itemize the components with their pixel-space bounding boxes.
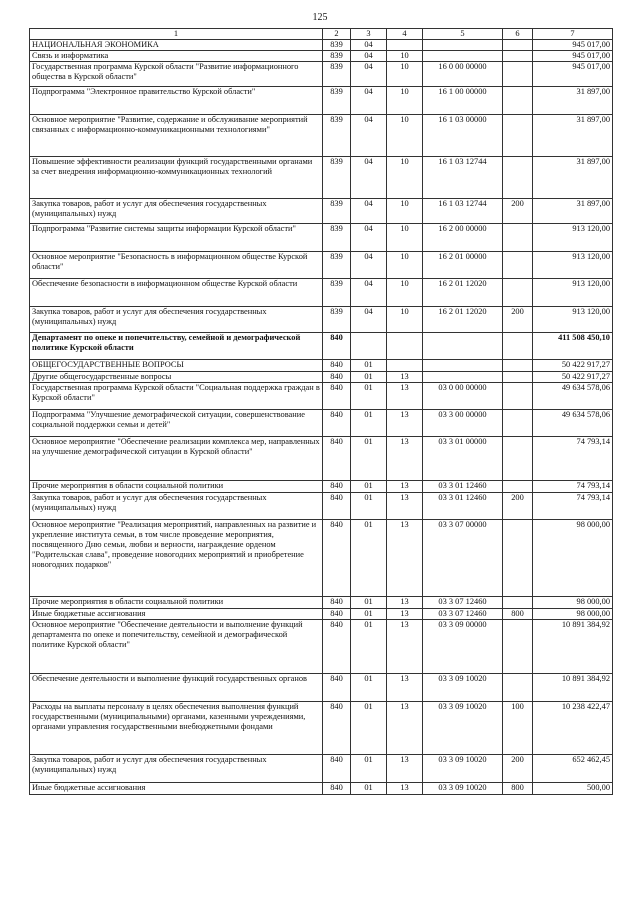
amount-cell: 98 000,00 <box>533 609 613 620</box>
item-name-cell: Основное мероприятие "Обеспечение деятельности и выполнение функций департамента по опеке и попечительству, семейной и демографической политике Курской области" <box>30 620 323 674</box>
item-name-cell: Основное мероприятие "Безопасность в информационном обществе Курской области" <box>30 252 323 279</box>
target-article-cell <box>423 51 503 62</box>
expense-type-cell <box>503 520 533 597</box>
target-article-cell <box>423 333 503 360</box>
budget-table <box>29 28 613 795</box>
subsection-cell: 10 <box>387 157 423 199</box>
expense-type-cell <box>503 252 533 279</box>
amount-cell: 50 422 917,27 <box>533 360 613 372</box>
department-code-cell: 840 <box>323 609 351 620</box>
target-article-cell: 03 3 07 12460 <box>423 609 503 620</box>
section-cell: 01 <box>351 702 387 755</box>
amount-cell: 98 000,00 <box>533 597 613 609</box>
department-code-cell: 839 <box>323 199 351 224</box>
target-article-cell: 03 3 09 10020 <box>423 783 503 795</box>
table-row <box>30 279 613 307</box>
table-row <box>30 199 613 224</box>
section-cell: 04 <box>351 199 387 224</box>
target-article-cell: 16 1 03 12744 <box>423 157 503 199</box>
department-code-cell: 839 <box>323 224 351 252</box>
item-name-cell: Подпрограмма "Электронное правительство Курской области" <box>30 87 323 115</box>
item-name-cell: Обеспечение деятельности и выполнение функций государственных органов <box>30 674 323 702</box>
expense-type-cell: 100 <box>503 702 533 755</box>
target-article-cell: 03 3 09 10020 <box>423 702 503 755</box>
header-cell: 2 <box>323 29 351 40</box>
item-name-cell: НАЦИОНАЛЬНАЯ ЭКОНОМИКА <box>30 40 323 51</box>
subsection-cell: 13 <box>387 410 423 437</box>
expense-type-cell <box>503 87 533 115</box>
section-cell: 04 <box>351 62 387 87</box>
table-row <box>30 40 613 51</box>
section-cell: 01 <box>351 481 387 493</box>
section-cell: 01 <box>351 360 387 372</box>
table-row <box>30 252 613 279</box>
section-cell: 01 <box>351 783 387 795</box>
section-cell: 04 <box>351 115 387 157</box>
subsection-cell: 10 <box>387 115 423 157</box>
department-code-cell: 840 <box>323 481 351 493</box>
subsection-cell: 10 <box>387 252 423 279</box>
table-row <box>30 597 613 609</box>
table-row <box>30 51 613 62</box>
subsection-cell: 13 <box>387 674 423 702</box>
item-name-cell: Иные бюджетные ассигнования <box>30 609 323 620</box>
department-code-cell: 839 <box>323 62 351 87</box>
amount-cell: 945 017,00 <box>533 62 613 87</box>
table-row <box>30 360 613 372</box>
amount-cell: 49 634 578,06 <box>533 410 613 437</box>
department-code-cell: 840 <box>323 702 351 755</box>
expense-type-cell <box>503 157 533 199</box>
table-row <box>30 307 613 333</box>
amount-cell: 10 891 384,92 <box>533 674 613 702</box>
amount-cell: 74 793,14 <box>533 437 613 481</box>
target-article-cell: 16 2 01 12020 <box>423 307 503 333</box>
department-code-cell: 840 <box>323 437 351 481</box>
item-name-cell: Государственная программа Курской области "Социальная поддержка граждан в Курской области" <box>30 383 323 410</box>
expense-type-cell <box>503 279 533 307</box>
expense-type-cell: 800 <box>503 609 533 620</box>
table-row <box>30 410 613 437</box>
target-article-cell: 03 3 07 12460 <box>423 597 503 609</box>
department-code-cell: 839 <box>323 40 351 51</box>
table-row <box>30 520 613 597</box>
expense-type-cell <box>503 383 533 410</box>
item-name-cell: Расходы на выплаты персоналу в целях обеспечения выполнения функций государственными (муниципальными) органами, казенными учреждениями, органами управления государственными внебюджетными фондами <box>30 702 323 755</box>
section-cell: 04 <box>351 279 387 307</box>
header-cell: 3 <box>351 29 387 40</box>
item-name-cell: Департамент по опеке и попечительству, семейной и демографической политике Курской области <box>30 333 323 360</box>
target-article-cell <box>423 360 503 372</box>
subsection-cell: 13 <box>387 783 423 795</box>
target-article-cell: 16 1 00 00000 <box>423 87 503 115</box>
target-article-cell: 16 2 01 00000 <box>423 252 503 279</box>
expense-type-cell: 200 <box>503 755 533 783</box>
item-name-cell: Другие общегосударственные вопросы <box>30 372 323 383</box>
amount-cell: 50 422 917,27 <box>533 372 613 383</box>
subsection-cell: 13 <box>387 520 423 597</box>
item-name-cell: Повышение эффективности реализации функций государственными органами за счет внедрения информационно-коммуникационных технологий <box>30 157 323 199</box>
amount-cell: 31 897,00 <box>533 87 613 115</box>
amount-cell: 652 462,45 <box>533 755 613 783</box>
subsection-cell <box>387 333 423 360</box>
header-row <box>30 29 613 40</box>
subsection-cell: 10 <box>387 199 423 224</box>
item-name-cell: Основное мероприятие "Обеспечение реализации комплекса мер, направленных на улучшение демографической ситуации в Курской области" <box>30 437 323 481</box>
amount-cell: 31 897,00 <box>533 115 613 157</box>
target-article-cell: 16 2 00 00000 <box>423 224 503 252</box>
target-article-cell <box>423 372 503 383</box>
target-article-cell: 16 1 03 00000 <box>423 115 503 157</box>
expense-type-cell <box>503 40 533 51</box>
target-article-cell: 03 3 07 00000 <box>423 520 503 597</box>
expense-type-cell <box>503 481 533 493</box>
expense-type-cell: 200 <box>503 493 533 520</box>
amount-cell: 74 793,14 <box>533 481 613 493</box>
table-row <box>30 755 613 783</box>
target-article-cell: 03 3 09 10020 <box>423 674 503 702</box>
expense-type-cell: 200 <box>503 199 533 224</box>
subsection-cell <box>387 40 423 51</box>
subsection-cell: 13 <box>387 609 423 620</box>
budget-table-body <box>30 29 613 795</box>
section-cell: 01 <box>351 620 387 674</box>
subsection-cell: 13 <box>387 481 423 493</box>
department-code-cell: 840 <box>323 333 351 360</box>
item-name-cell: Основное мероприятие "Реализация мероприятий, направленных на развитие и укрепление института семьи, в том числе проведение мероприятия, посвященного Дню семьи, любви и верности, награждение орденом "Родительская слава", проведение новогодних мероприятий и приобретение новогодних подарков" <box>30 520 323 597</box>
target-article-cell: 03 0 00 00000 <box>423 383 503 410</box>
table-row <box>30 437 613 481</box>
department-code-cell: 840 <box>323 620 351 674</box>
header-cell: 4 <box>387 29 423 40</box>
section-cell: 01 <box>351 493 387 520</box>
department-code-cell: 840 <box>323 360 351 372</box>
item-name-cell: Государственная программа Курской области "Развитие информационного общества в Курской области" <box>30 62 323 87</box>
table-row <box>30 333 613 360</box>
subsection-cell: 10 <box>387 224 423 252</box>
department-code-cell: 839 <box>323 87 351 115</box>
expense-type-cell <box>503 224 533 252</box>
expense-type-cell <box>503 333 533 360</box>
department-code-cell: 839 <box>323 157 351 199</box>
amount-cell: 31 897,00 <box>533 199 613 224</box>
table-row <box>30 157 613 199</box>
section-cell: 04 <box>351 307 387 333</box>
subsection-cell: 13 <box>387 493 423 520</box>
expense-type-cell: 200 <box>503 307 533 333</box>
section-cell: 01 <box>351 372 387 383</box>
subsection-cell: 10 <box>387 307 423 333</box>
table-row <box>30 674 613 702</box>
department-code-cell: 840 <box>323 597 351 609</box>
amount-cell: 945 017,00 <box>533 51 613 62</box>
table-row <box>30 783 613 795</box>
amount-cell: 10 891 384,92 <box>533 620 613 674</box>
section-cell: 04 <box>351 252 387 279</box>
item-name-cell: Иные бюджетные ассигнования <box>30 783 323 795</box>
table-row <box>30 115 613 157</box>
department-code-cell: 840 <box>323 674 351 702</box>
subsection-cell: 13 <box>387 597 423 609</box>
expense-type-cell <box>503 620 533 674</box>
item-name-cell: Обеспечение безопасности в информационном обществе Курской области <box>30 279 323 307</box>
amount-cell: 945 017,00 <box>533 40 613 51</box>
subsection-cell: 13 <box>387 755 423 783</box>
item-name-cell: Связь и информатика <box>30 51 323 62</box>
table-row <box>30 481 613 493</box>
subsection-cell: 13 <box>387 702 423 755</box>
department-code-cell: 840 <box>323 520 351 597</box>
target-article-cell: 16 2 01 12020 <box>423 279 503 307</box>
amount-cell: 913 120,00 <box>533 279 613 307</box>
section-cell: 01 <box>351 410 387 437</box>
amount-cell: 49 634 578,06 <box>533 383 613 410</box>
table-row <box>30 224 613 252</box>
table-row <box>30 87 613 115</box>
department-code-cell: 839 <box>323 115 351 157</box>
item-name-cell: Подпрограмма "Улучшение демографической ситуации, совершенствование социальной поддержки семьи и детей" <box>30 410 323 437</box>
expense-type-cell <box>503 437 533 481</box>
target-article-cell: 03 3 00 00000 <box>423 410 503 437</box>
table-row <box>30 702 613 755</box>
expense-type-cell <box>503 597 533 609</box>
expense-type-cell <box>503 51 533 62</box>
amount-cell: 411 508 450,10 <box>533 333 613 360</box>
section-cell: 01 <box>351 520 387 597</box>
target-article-cell: 03 3 01 12460 <box>423 493 503 520</box>
subsection-cell: 10 <box>387 87 423 115</box>
subsection-cell <box>387 360 423 372</box>
expense-type-cell <box>503 674 533 702</box>
department-code-cell: 839 <box>323 279 351 307</box>
department-code-cell: 840 <box>323 372 351 383</box>
department-code-cell: 840 <box>323 383 351 410</box>
subsection-cell: 10 <box>387 279 423 307</box>
target-article-cell <box>423 40 503 51</box>
amount-cell: 913 120,00 <box>533 224 613 252</box>
amount-cell: 31 897,00 <box>533 157 613 199</box>
target-article-cell: 03 3 09 10020 <box>423 755 503 783</box>
item-name-cell: Закупка товаров, работ и услуг для обеспечения государственных (муниципальных) нужд <box>30 199 323 224</box>
expense-type-cell <box>503 115 533 157</box>
target-article-cell: 16 1 03 12744 <box>423 199 503 224</box>
item-name-cell: Прочие мероприятия в области социальной политики <box>30 481 323 493</box>
table-row <box>30 620 613 674</box>
amount-cell: 74 793,14 <box>533 493 613 520</box>
expense-type-cell <box>503 62 533 87</box>
department-code-cell: 839 <box>323 51 351 62</box>
amount-cell: 10 238 422,47 <box>533 702 613 755</box>
section-cell: 01 <box>351 755 387 783</box>
table-row <box>30 62 613 87</box>
department-code-cell: 840 <box>323 493 351 520</box>
department-code-cell: 839 <box>323 252 351 279</box>
expense-type-cell <box>503 410 533 437</box>
item-name-cell: Основное мероприятие "Развитие, содержание и обслуживание мероприятий связанных с информационно-коммуникационными технологиями" <box>30 115 323 157</box>
department-code-cell: 840 <box>323 783 351 795</box>
department-code-cell: 840 <box>323 755 351 783</box>
subsection-cell: 13 <box>387 620 423 674</box>
page-number: 125 <box>312 12 328 23</box>
expense-type-cell: 800 <box>503 783 533 795</box>
header-cell: 1 <box>30 29 323 40</box>
section-cell: 04 <box>351 87 387 115</box>
section-cell: 01 <box>351 609 387 620</box>
section-cell: 04 <box>351 51 387 62</box>
expense-type-cell <box>503 360 533 372</box>
amount-cell: 913 120,00 <box>533 252 613 279</box>
section-cell: 01 <box>351 674 387 702</box>
section-cell: 04 <box>351 224 387 252</box>
expense-type-cell <box>503 372 533 383</box>
subsection-cell: 10 <box>387 51 423 62</box>
header-cell: 7 <box>533 29 613 40</box>
section-cell: 01 <box>351 597 387 609</box>
section-cell: 01 <box>351 437 387 481</box>
subsection-cell: 10 <box>387 62 423 87</box>
item-name-cell: Подпрограмма "Развитие системы защиты информации Курской области" <box>30 224 323 252</box>
table-row <box>30 383 613 410</box>
item-name-cell: ОБЩЕГОСУДАРСТВЕННЫЕ ВОПРОСЫ <box>30 360 323 372</box>
amount-cell: 98 000,00 <box>533 520 613 597</box>
item-name-cell: Закупка товаров, работ и услуг для обеспечения государственных (муниципальных) нужд <box>30 493 323 520</box>
subsection-cell: 13 <box>387 372 423 383</box>
amount-cell: 913 120,00 <box>533 307 613 333</box>
section-cell <box>351 333 387 360</box>
item-name-cell: Закупка товаров, работ и услуг для обеспечения государственных (муниципальных) нужд <box>30 755 323 783</box>
header-cell: 5 <box>423 29 503 40</box>
section-cell: 01 <box>351 383 387 410</box>
item-name-cell: Прочие мероприятия в области социальной политики <box>30 597 323 609</box>
target-article-cell: 03 3 09 00000 <box>423 620 503 674</box>
subsection-cell: 13 <box>387 437 423 481</box>
target-article-cell: 03 3 01 12460 <box>423 481 503 493</box>
table-row <box>30 493 613 520</box>
subsection-cell: 13 <box>387 383 423 410</box>
department-code-cell: 840 <box>323 410 351 437</box>
department-code-cell: 839 <box>323 307 351 333</box>
target-article-cell: 16 0 00 00000 <box>423 62 503 87</box>
amount-cell: 500,00 <box>533 783 613 795</box>
table-row <box>30 372 613 383</box>
target-article-cell: 03 3 01 00000 <box>423 437 503 481</box>
section-cell: 04 <box>351 40 387 51</box>
section-cell: 04 <box>351 157 387 199</box>
table-row <box>30 609 613 620</box>
header-cell: 6 <box>503 29 533 40</box>
item-name-cell: Закупка товаров, работ и услуг для обеспечения государственных (муниципальных) нужд <box>30 307 323 333</box>
